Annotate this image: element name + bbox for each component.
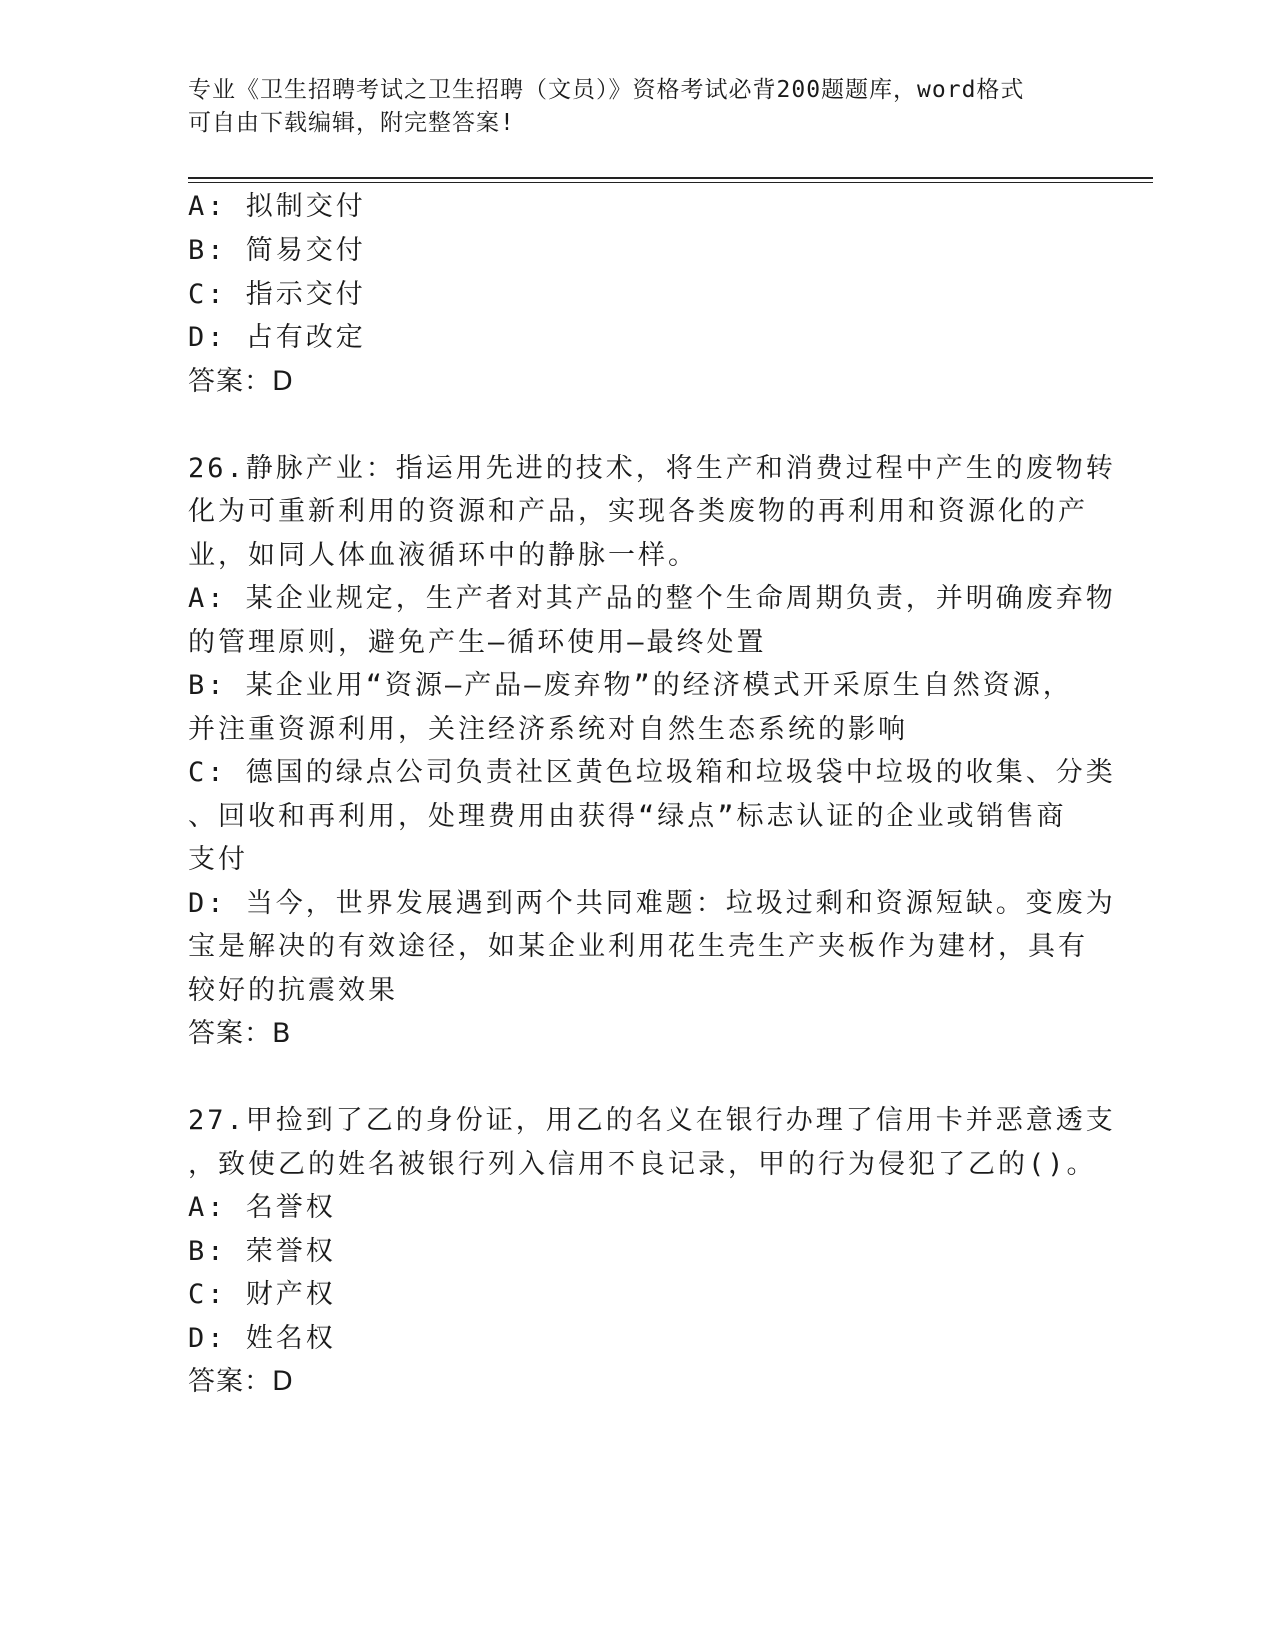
header-divider-top bbox=[188, 177, 1153, 179]
q26-stem-line-1: 26.静脉产业：指运用先进的技术，将生产和消费过程中产生的废物转 bbox=[188, 453, 1116, 484]
q26-answer: 答案：B bbox=[188, 1018, 292, 1049]
q26-option-d-line-1: D: 当今，世界发展遇到两个共同难题：垃圾过剩和资源短缺。变废为 bbox=[188, 888, 1116, 919]
q26-option-a-line-1: A: 某企业规定，生产者对其产品的整个生命周期负责，并明确废弃物 bbox=[188, 583, 1116, 614]
q25-answer: 答案：D bbox=[188, 366, 294, 397]
q26-option-b-line-2: 并注重资源利用，关注经济系统对自然生态系统的影响 bbox=[188, 714, 908, 745]
q27-option-b: B: 荣誉权 bbox=[188, 1236, 336, 1267]
q27-stem-line-1: 27.甲捡到了乙的身份证，用乙的名义在银行办理了信用卡并恶意透支 bbox=[188, 1105, 1116, 1136]
q25-option-a: A: 拟制交付 bbox=[188, 191, 366, 222]
q26-option-d-line-3: 较好的抗震效果 bbox=[188, 975, 398, 1006]
q26-option-c-line-3: 支付 bbox=[188, 844, 248, 875]
q26-option-d-line-2: 宝是解决的有效途径，如某企业利用花生壳生产夹板作为建材，具有 bbox=[188, 931, 1088, 962]
q27-option-d: D: 姓名权 bbox=[188, 1323, 336, 1354]
q26-option-c-line-1: C: 德国的绿点公司负责社区黄色垃圾箱和垃圾袋中垃圾的收集、分类 bbox=[188, 757, 1116, 788]
q27-answer: 答案：D bbox=[188, 1366, 294, 1397]
header-divider-bottom bbox=[188, 182, 1153, 183]
q27-option-c: C: 财产权 bbox=[188, 1279, 336, 1310]
header-line-1: 专业《卫生招聘考试之卫生招聘（文员）》资格考试必背200题题库，word格式 bbox=[188, 77, 1025, 103]
q25-option-b: B: 简易交付 bbox=[188, 235, 366, 266]
q25-option-d: D: 占有改定 bbox=[188, 322, 366, 353]
q26-option-b-line-1: B: 某企业用“资源—产品—废弃物”的经济模式开采原生自然资源， bbox=[188, 670, 1073, 701]
q26-stem-line-2: 化为可重新利用的资源和产品，实现各类废物的再利用和资源化的产 bbox=[188, 496, 1088, 527]
q27-option-a: A: 名誉权 bbox=[188, 1192, 336, 1223]
q26-stem-line-3: 业，如同人体血液循环中的静脉一样。 bbox=[188, 540, 698, 571]
q26-option-c-line-2: 、回收和再利用，处理费用由获得“绿点”标志认证的企业或销售商 bbox=[188, 801, 1067, 832]
q26-option-a-line-2: 的管理原则，避免产生—循环使用—最终处置 bbox=[188, 627, 767, 658]
q27-stem-line-2: ，致使乙的姓名被银行列入信用不良记录，甲的行为侵犯了乙的()。 bbox=[188, 1149, 1097, 1180]
header-line-2: 可自由下载编辑，附完整答案! bbox=[188, 110, 515, 136]
q25-option-c: C: 指示交付 bbox=[188, 279, 366, 310]
